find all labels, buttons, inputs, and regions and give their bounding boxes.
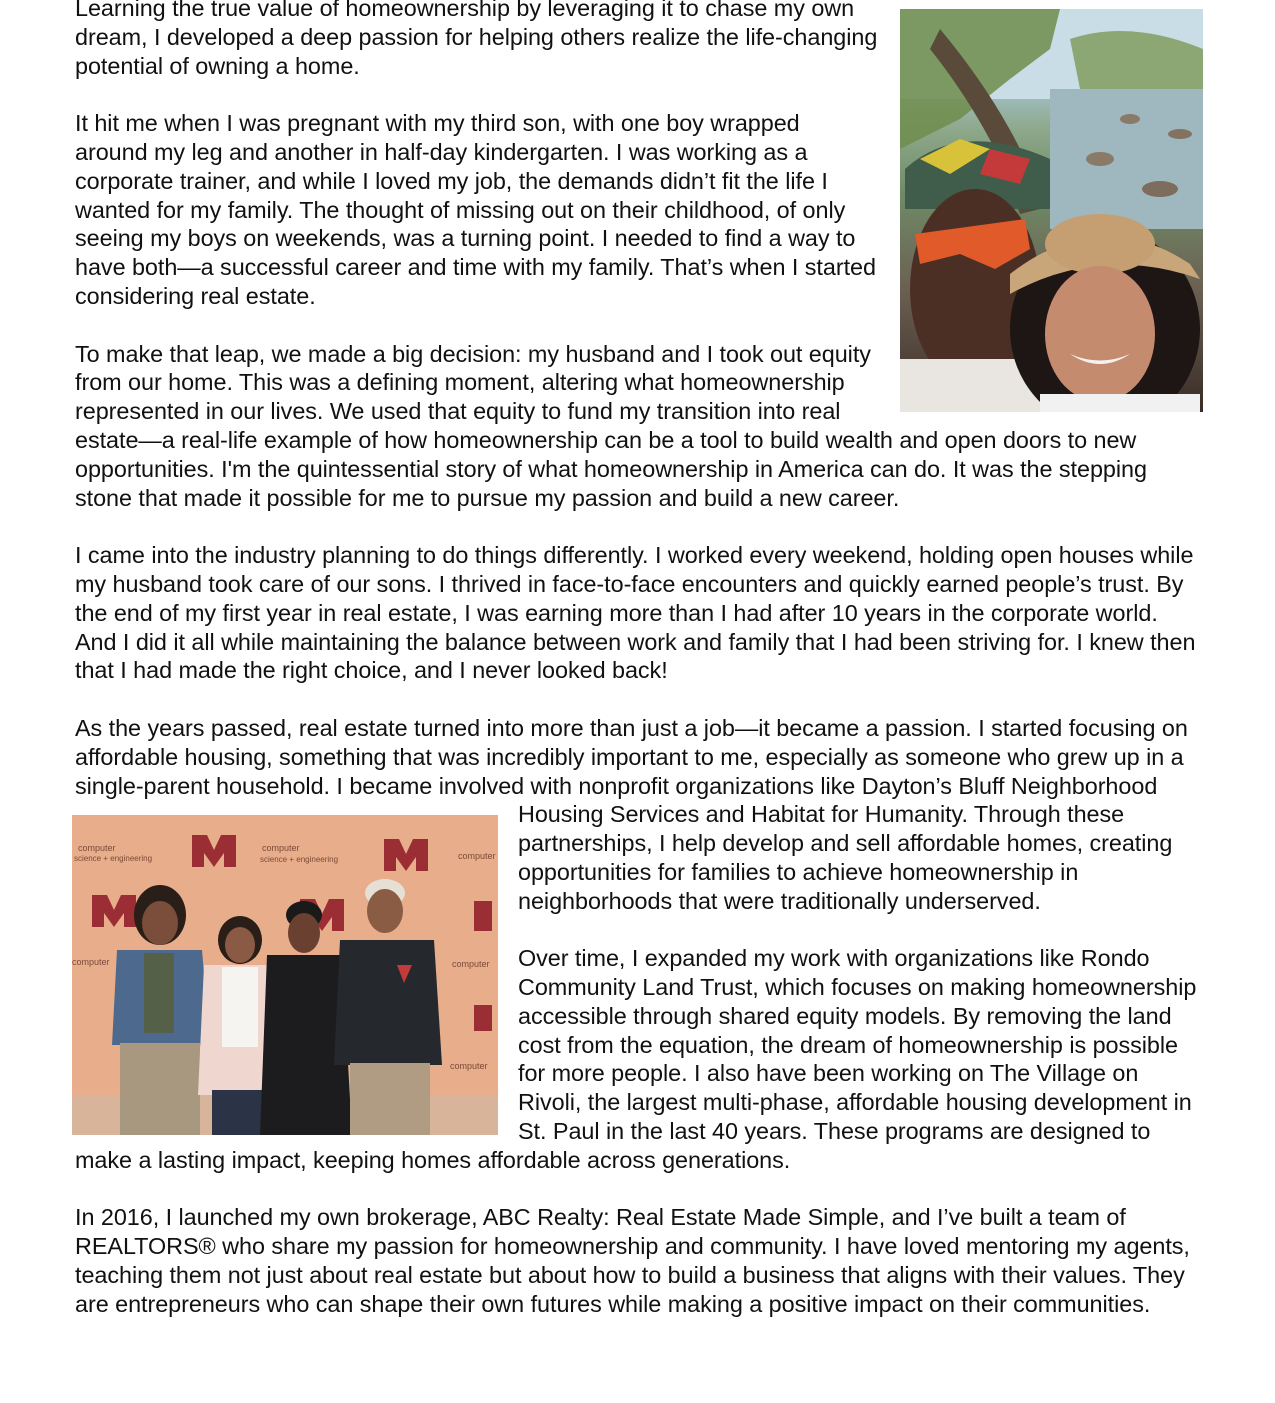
couple-selfie-photo	[900, 9, 1203, 412]
paragraph-5-text: As the years passed, real estate turned into more than just a job—it became a passion. I started focusing on affordable housing, something that was incredibly important to me, especially as someone who grew up in a single-parent household. I became involved with nonprofit organizations like Dayton’s Bluff Neighborhood Housing Services and Habitat for Humanity. Through these partnerships, I help develop and sell affordable homes, creating opportunities for families to achieve homeownership in neighborhoods that were traditionally underserved.	[75, 714, 1188, 914]
backdrop-text: science + engineering	[260, 855, 339, 864]
backdrop-text: computer	[452, 959, 490, 969]
backdrop-text: computer	[72, 957, 110, 967]
paragraph-7: In 2016, I launched my own brokerage, ABC Realty: Real Estate Made Simple, and I’ve built a team of REALTORS® who share my passion for homeownership and community. I have loved mentoring my agents, teaching them not just about real estate but about how to build a business that aligns with their values. They are entrepreneurs who can shape their own futures while making a positive impact on their communities.	[75, 1204, 1190, 1317]
paragraph-3: To make that leap, we made a big decision: my husband and I took out equity from our home. This was a defining moment, altering what homeownership represented in our lives. We used that equity to fund my transition into real estate—a real-life example of how homeownership can be a tool to build wealth and open doors to new opportunities. I'm the quintessential story of what homeownership in America can do. It was the stepping stone that made it possible for me to pursue my passion and build a new career.	[75, 340, 1147, 511]
family-graduation-photo	[72, 815, 498, 1135]
paragraph-4: I came into the industry planning to do things differently. I worked every weekend, holding open houses while my husband took care of our sons. I thrived in face-to-face encounters and quickly earned people’s trust. By the end of my first year in real estate, I was earning more than I had after 10 years in the corporate world. And I did it all while maintaining the balance between work and family that I had been striving for. I knew then that I had made the right choice, and I never looked back!	[75, 542, 1196, 684]
backdrop-text: computer	[450, 1061, 488, 1071]
backdrop-text: computer	[458, 851, 496, 861]
paragraph-2: It hit me when I was pregnant with my third son, with one boy wrapped around my leg and another in half-day kindergarten. I was working as a corporate trainer, and while I loved my job, the demands didn’t fit the life I wanted for my family. The thought of missing out on their childhood, of only seeing my boys on weekends, was a turning point. I needed to find a way to have both—a successful career and time with my family. That’s when I started considering real estate.	[75, 110, 876, 309]
backdrop-text: science + engineering	[74, 854, 153, 863]
paragraph-6: Over time, I expanded my work with organizations like Rondo Community Land Trust, which focuses on making homeownership accessible through shared equity models. By removing the land cost from the equation, the dream of homeownership is possible for more people. I also have been working on The Village on Rivoli, the largest multi-phase, affordable housing development in St. Paul in the last 40 years. These programs are designed to make a lasting impact, keeping homes affordable across generations.	[75, 945, 1197, 1173]
paragraph-1: Learning the true value of homeownership by leveraging it to chase my own dream, I developed a deep passion for helping others realize the life-changing potential of owning a home.	[75, 0, 878, 79]
backdrop-text: computer	[78, 843, 116, 853]
backdrop-text: computer	[262, 843, 300, 853]
article-body	[75, 0, 1203, 1347]
